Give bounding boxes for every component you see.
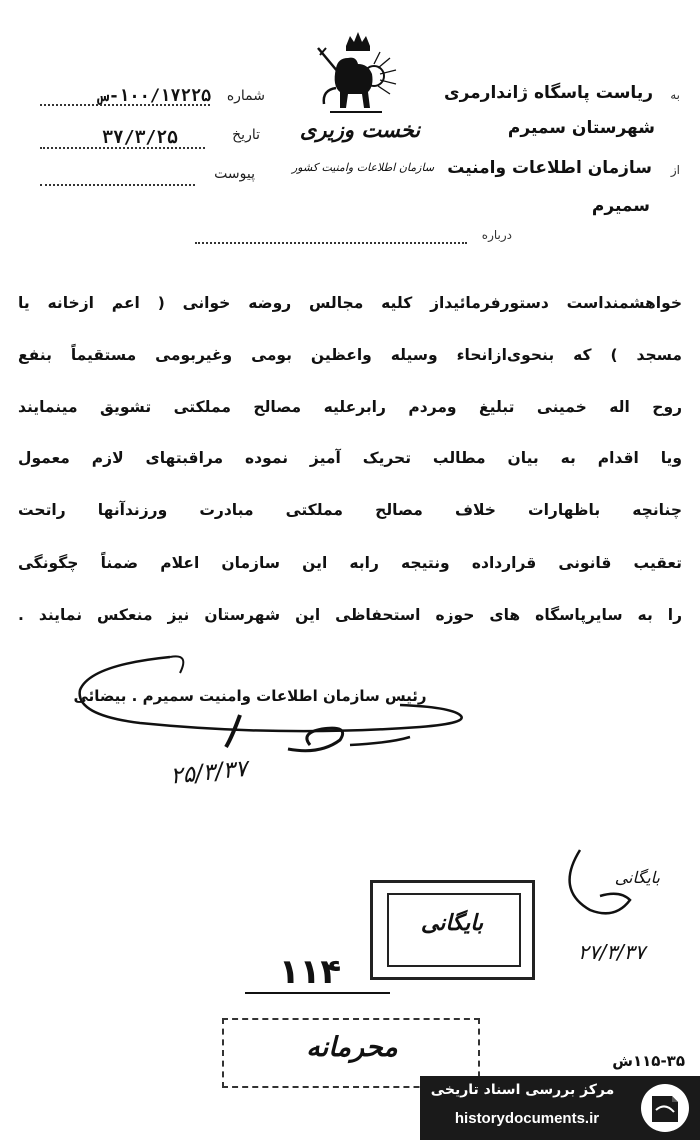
emblem-title: نخست وزیری xyxy=(299,117,421,142)
number-dotted-line xyxy=(40,104,210,106)
body-line: مسجد ) که بنحوی‌ازانحاء وسیله واعظین بومی وغیربومی مستقیماً بنفع xyxy=(18,346,682,364)
body-line: چنانچه باظهارات خلاف مصالح مملکتی مبادرت ورزندآنها راتحت xyxy=(18,501,682,519)
date-value: ۳۷/۳/۲۵ xyxy=(102,127,178,148)
body-line: روح اله خمینی تبلیغ ومردم رابرعلیه مصالح مملکتی تشویق مینمایند xyxy=(18,398,682,416)
sender-line-2: سمیرم xyxy=(591,196,650,216)
to-prefix: به xyxy=(670,88,680,102)
watermark-center-name: مرکز بررسی اسناد تاریخی xyxy=(430,1082,615,1098)
received-stamp-box xyxy=(370,880,535,980)
subject-label: درباره xyxy=(481,228,512,242)
handwritten-number: ۱۱۴ xyxy=(278,952,342,992)
body-line: تعقیب قانونی قرارداده ونتیجه رابه این سازمان اعلام ضمناً چگونگی xyxy=(18,554,682,572)
handwritten-note: بایگانی xyxy=(614,868,660,887)
lion-and-sun-emblem-icon xyxy=(308,28,408,123)
number-underline-icon xyxy=(240,988,400,998)
watermark-banner xyxy=(420,1076,700,1140)
subject-dotted-line xyxy=(195,242,467,244)
body-line: خواهشمنداست دستورفرمائیداز کلیه مجالس روضه خوانی ( اعم ازخانه یا xyxy=(18,294,682,312)
date-dotted-line xyxy=(40,147,205,149)
document-code: ۱۱۵-۳۵ش xyxy=(612,1052,685,1070)
attachment-label: پیوست xyxy=(214,166,255,182)
letter-body xyxy=(18,294,682,658)
number-label: شماره xyxy=(226,88,265,104)
attachment-dotted-line xyxy=(40,184,195,186)
body-line: ویا اقدام به بیان مطالب تحریک آمیز نموده مراقبتهای لازم معمول xyxy=(18,449,682,467)
handwritten-date: ۲۵/۳/۳۷ xyxy=(169,755,249,790)
annotation-date: ۲۷/۳/۳۷ xyxy=(578,940,646,964)
recipient-line-2: شهرستان سمیرم xyxy=(507,118,655,138)
watermark-website: historydocuments.ir xyxy=(454,1110,600,1127)
number-value: ۱۰۰/۱۷۲۲۵-س xyxy=(98,86,212,106)
archive-logo-icon xyxy=(638,1082,692,1134)
received-stamp-text: بایگانی xyxy=(420,911,484,936)
body-line: را به سایرپاسگاه های حوزه استحفاظی این شهرستان نیز منعکس نمایند . xyxy=(18,606,682,624)
annotation-scribble-icon xyxy=(560,840,660,950)
signer-title: رئیس سازمان اطلاعات وامنیت سمیرم . بیضائی xyxy=(73,687,427,705)
recipient-line-1: ریاست پاسگاه ژاندارمری xyxy=(443,83,653,103)
sender-line-1: سازمان اطلاعات وامنیت xyxy=(447,158,652,178)
confidential-stamp-text: محرمانه xyxy=(306,1032,398,1063)
from-prefix: از xyxy=(670,163,680,177)
emblem-subtitle: سازمان اطلاعات وامنیت کشور xyxy=(291,161,435,174)
date-label: تاریخ xyxy=(232,127,260,143)
